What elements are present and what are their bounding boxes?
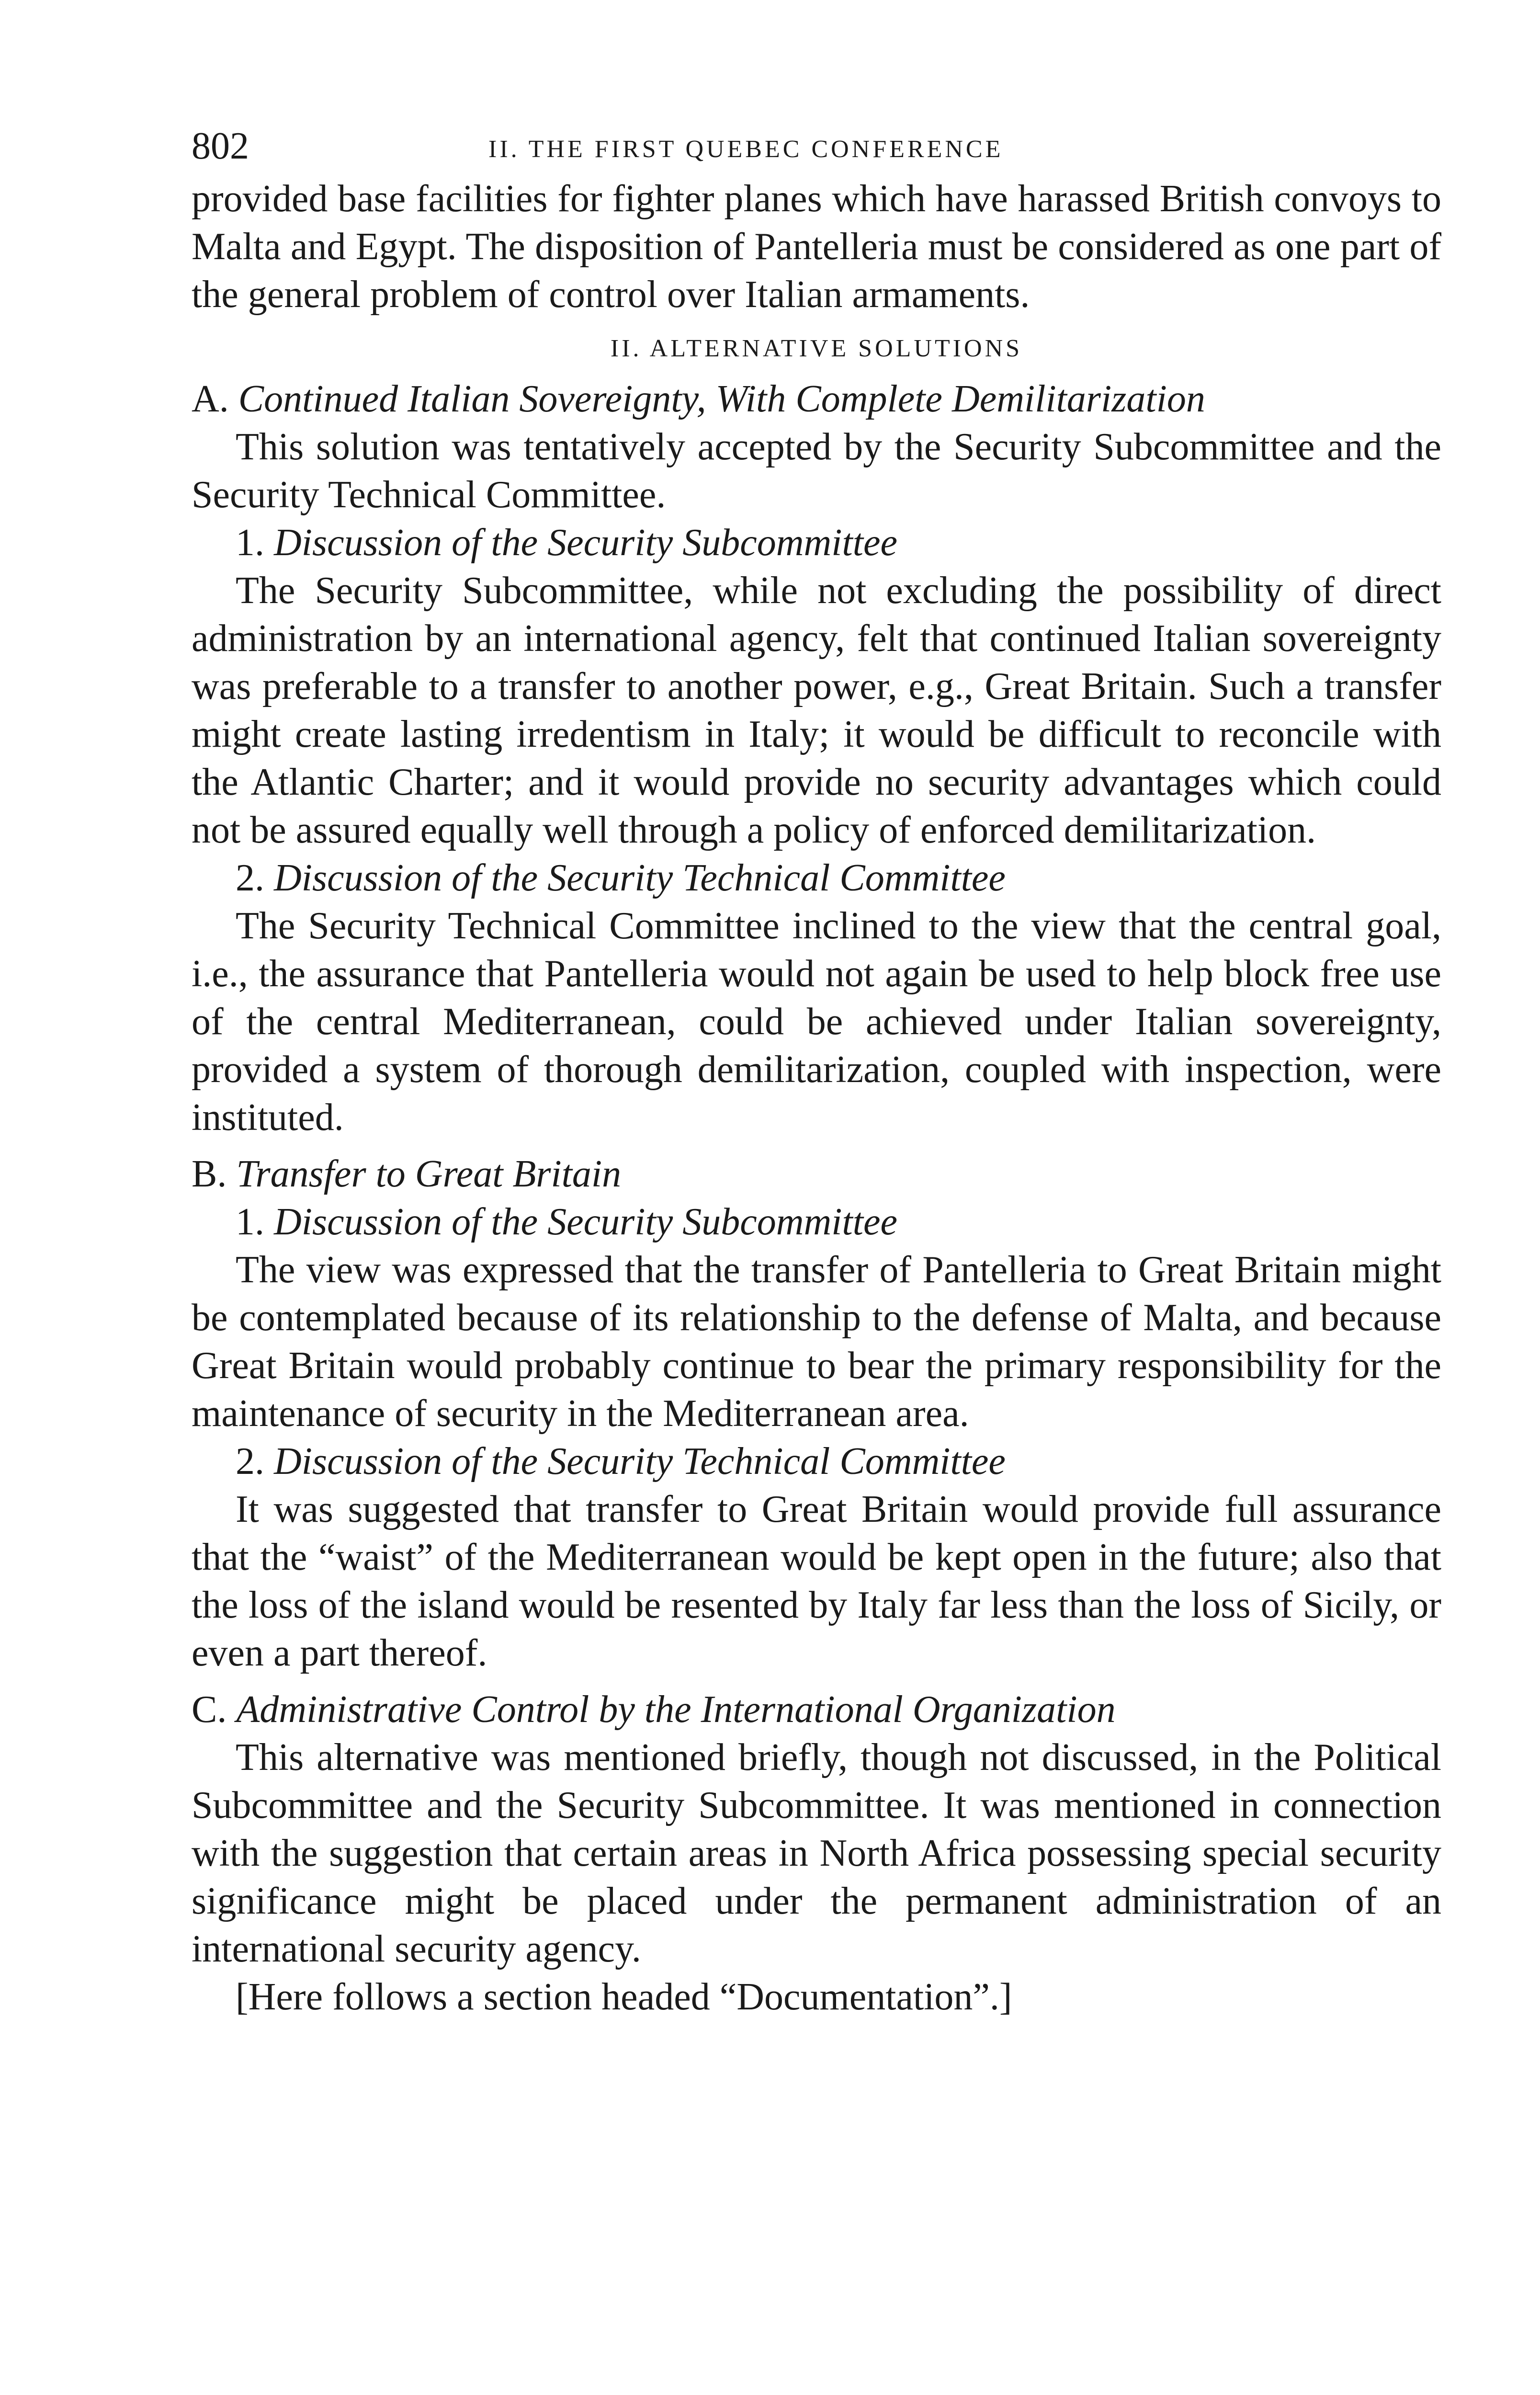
subsection-c-letter: C. [192,1688,227,1731]
section-heading: II. ALTERNATIVE SOLUTIONS [610,335,1023,362]
subsection-a-heading [192,375,1441,423]
subsection-a1-text: The Security Subcommittee, while not excluding the possibility of direct administration by an international agency, felt that continued Italian sovereignty was preferable to a transfer to another power, e.g., Great Britain. Such a transfer might create lasting irredentism in Italy; it would be difficult to reconcile with the Atlantic Charter; and it would provide no security advantages which could not be assured equally well through a policy of enforced demilitarization. [192,570,1441,851]
subsection-a1-number: 1. [236,522,264,564]
running-head [192,122,1441,175]
subsection-b1-heading [192,1198,1441,1246]
subsection-c-text: This alternative was mentioned briefly, though not discussed, in the Political Subcommittee and the Security Subcommittee. It was mentioned in connection with the suggestion that certain areas in North Africa possessing special security significance might be placed under the permanent administration of an international security agency. [192,1736,1441,1970]
subsection-b1-title: Discussion of the Security Subcommittee [274,1201,897,1243]
subsection-c-heading [192,1686,1441,1734]
subsection-b-letter: B. [192,1153,227,1195]
intro-paragraph: provided base facilities for fighter planes which have harassed British convoys to Malta and Egypt. The disposition of Pantelleria must be considered as one part of the general problem of control over Italian armaments. [192,178,1441,316]
editorial-note: [Here follows a section headed “Documentation”.] [236,1976,1012,2018]
subsection-b2-title: Discussion of the Security Technical Committee [274,1440,1006,1483]
subsection-a2-number: 2. [236,857,264,899]
subsection-a2-title: Discussion of the Security Technical Committee [274,857,1006,899]
running-title: II. THE FIRST QUEBEC CONFERENCE [488,136,1004,163]
subsection-b2-number: 2. [236,1440,264,1483]
subsection-b2-text: It was suggested that transfer to Great Britain would provide full assurance that the “waist” of the Mediterranean would be kept open in the future; also that the loss of the island would be resented by Italy far less than the loss of Sicily, or even a part thereof. [192,1488,1441,1674]
subsection-a2-text: The Security Technical Committee inclined to the view that the central goal, i.e., the assurance that Pantelleria would not again be used to help block free use of the central Mediterranean, could be achieved under Italian sovereignty, provided a system of thorough demilitarization, coupled with inspection, were instituted. [192,905,1441,1139]
subsection-c-title: Administrative Control by the International Organization [236,1688,1116,1731]
subsection-a-title: Continued Italian Sovereignty, With Complete Demilitarization [238,378,1205,420]
subsection-b-heading [192,1150,1441,1198]
subsection-b1-number: 1. [236,1201,264,1243]
subsection-b2-heading [192,1437,1441,1485]
subsection-a-intro: This solution was tentatively accepted by the Security Subcommittee and the Security Technical Committee. [192,426,1441,516]
subsection-a1-heading [192,519,1441,567]
subsection-b1-text: The view was expressed that the transfer of Pantelleria to Great Britain might be contemplated because of its relationship to the defense of Malta, and because Great Britain would probably continue to bear the primary responsibility for the maintenance of security in the Mediterranean area. [192,1249,1441,1435]
page-content [192,122,1441,2021]
subsection-a-letter: A. [192,378,229,420]
subsection-a2-heading [192,854,1441,902]
page-number: 802 [192,125,249,167]
subsection-a1-title: Discussion of the Security Subcommittee [274,522,897,564]
subsection-b-title: Transfer to Great Britain [236,1153,622,1195]
